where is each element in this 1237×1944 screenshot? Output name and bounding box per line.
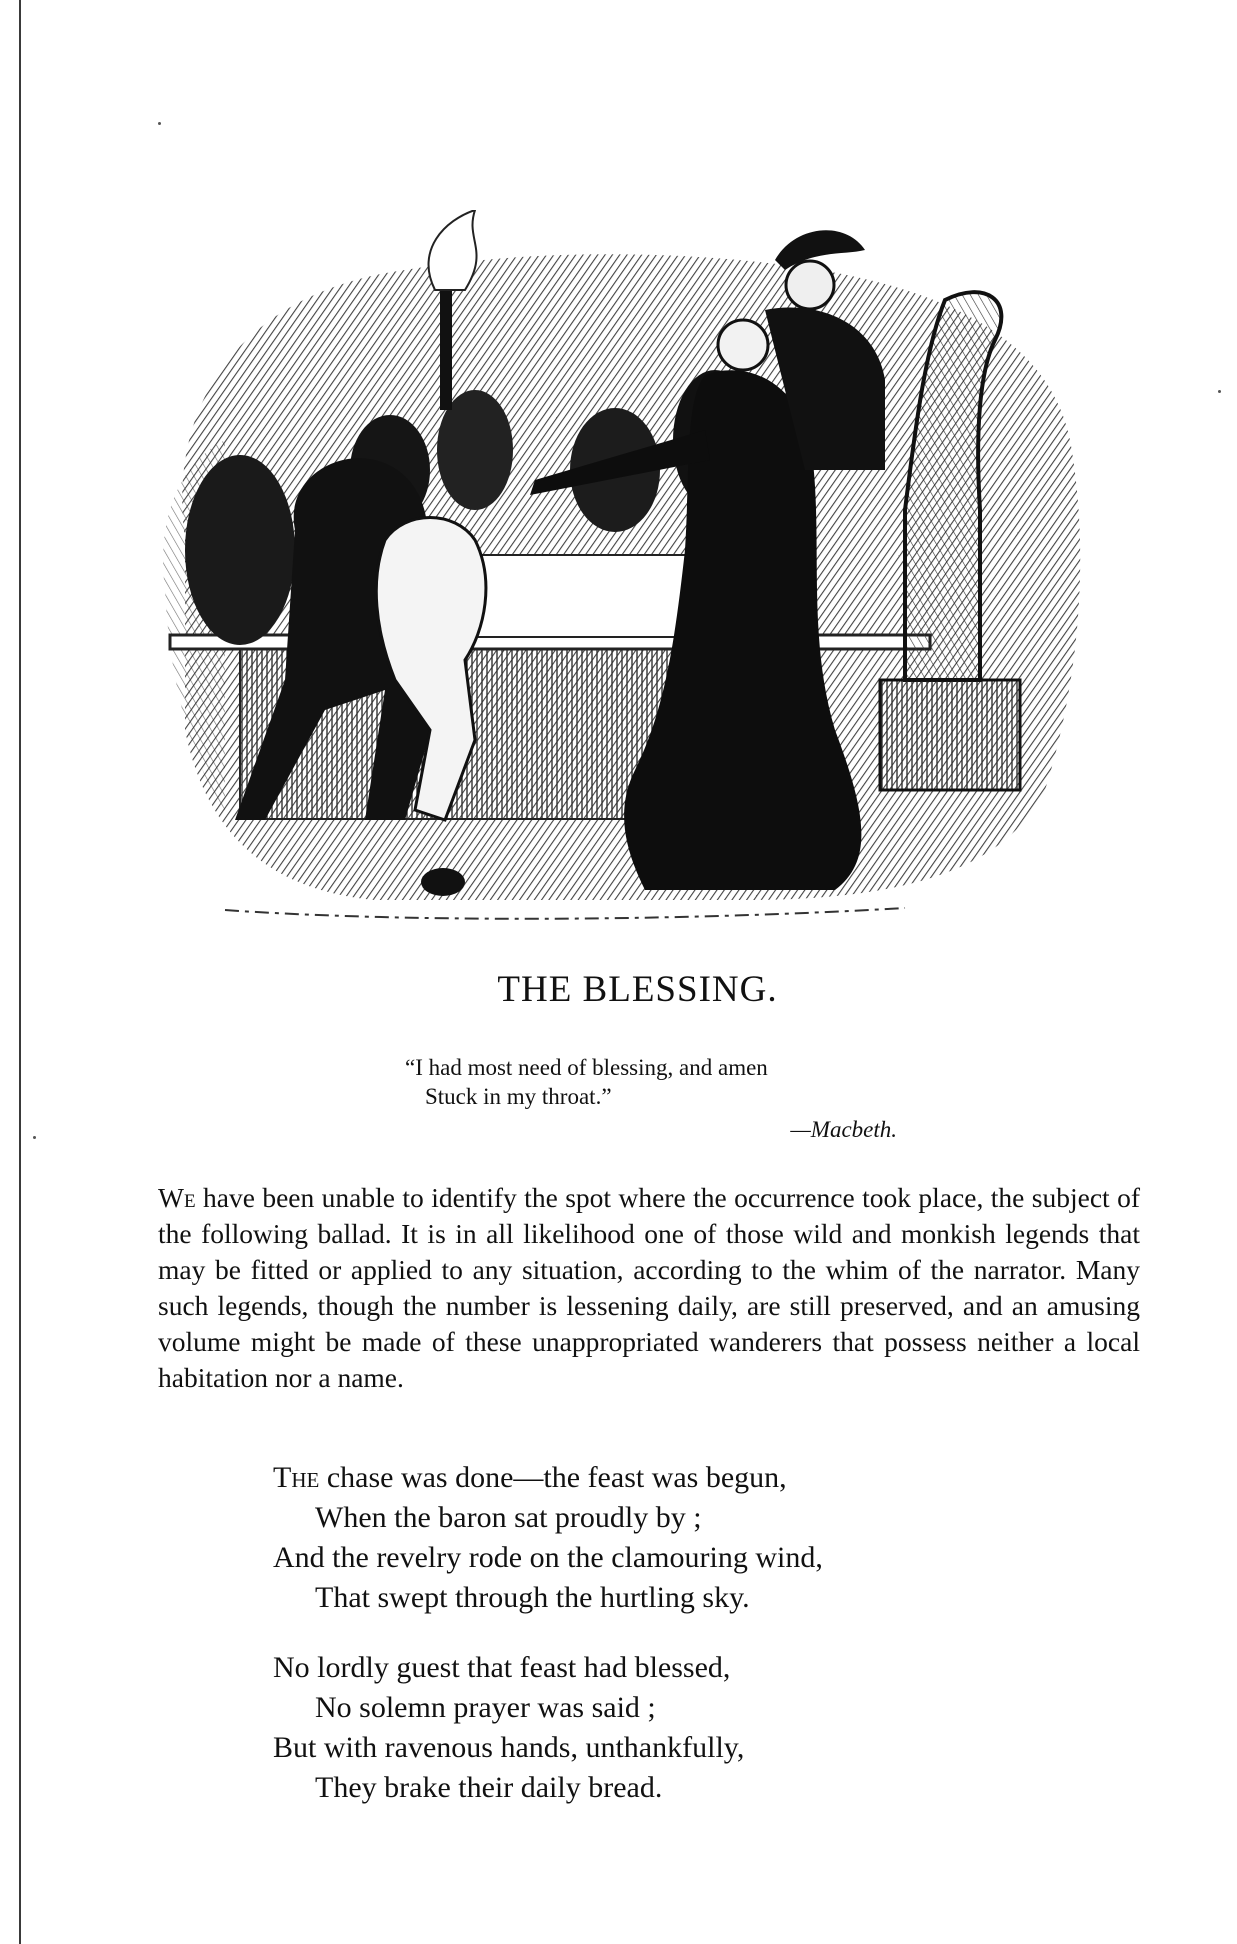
epigraph-attribution: —Macbeth. [790,1117,897,1142]
poem-line: And the revelry rode on the clamouring wind, [273,1541,823,1574]
guest-figure [185,455,295,645]
epigraph-line: “I had most need of blessing, and amen [405,1055,768,1080]
poem-line: No solemn prayer was said ; [315,1691,656,1724]
print-speck [1218,390,1221,393]
poem-line-text: chase was done—the feast was begun, [319,1461,787,1494]
print-speck [33,1136,36,1139]
intro-dropcap: We [158,1182,196,1213]
priest-head [718,320,768,370]
baron-head [786,261,834,309]
epigraph-line: Stuck in my throat.” [425,1084,612,1109]
print-speck [158,122,161,125]
poem-line: They brake their daily bread. [315,1771,663,1804]
epigraph [405,1053,925,1144]
poem-line: That swept through the hurtling sky. [315,1581,750,1614]
page-title: THE BLESSING. [497,969,778,1010]
torch [440,290,452,410]
fallen-cup [421,868,465,896]
torch-flame [429,210,477,290]
intro-paragraph [158,1180,1140,1396]
ground-line [225,908,905,919]
poem-line: No lordly guest that feast had blessed, [273,1651,731,1684]
poem-stanza [273,1458,1073,1618]
poem-lead-word: The [273,1461,320,1494]
poem-line: When the baron sat proudly by ; [315,1501,702,1534]
feast-engraving [145,210,1100,925]
poem-line [273,1458,1073,1498]
intro-text: have been unable to identify the spot where the occurrence took place, the subject of the following ballad. It is in all likelihood one of those wild and monkish legends that may be fitted or applied to any situation, according to the whim of the narrator. Many such legends, though the number is lessening daily, are still preserved, and an amusing volume might be made of these unappropriated wanderers that possess neither a local habitation nor a name. [158,1182,1140,1393]
throne-base [880,680,1020,790]
poem-stanza [273,1648,1073,1808]
poem-line: But with ravenous hands, unthankfully, [273,1731,745,1764]
